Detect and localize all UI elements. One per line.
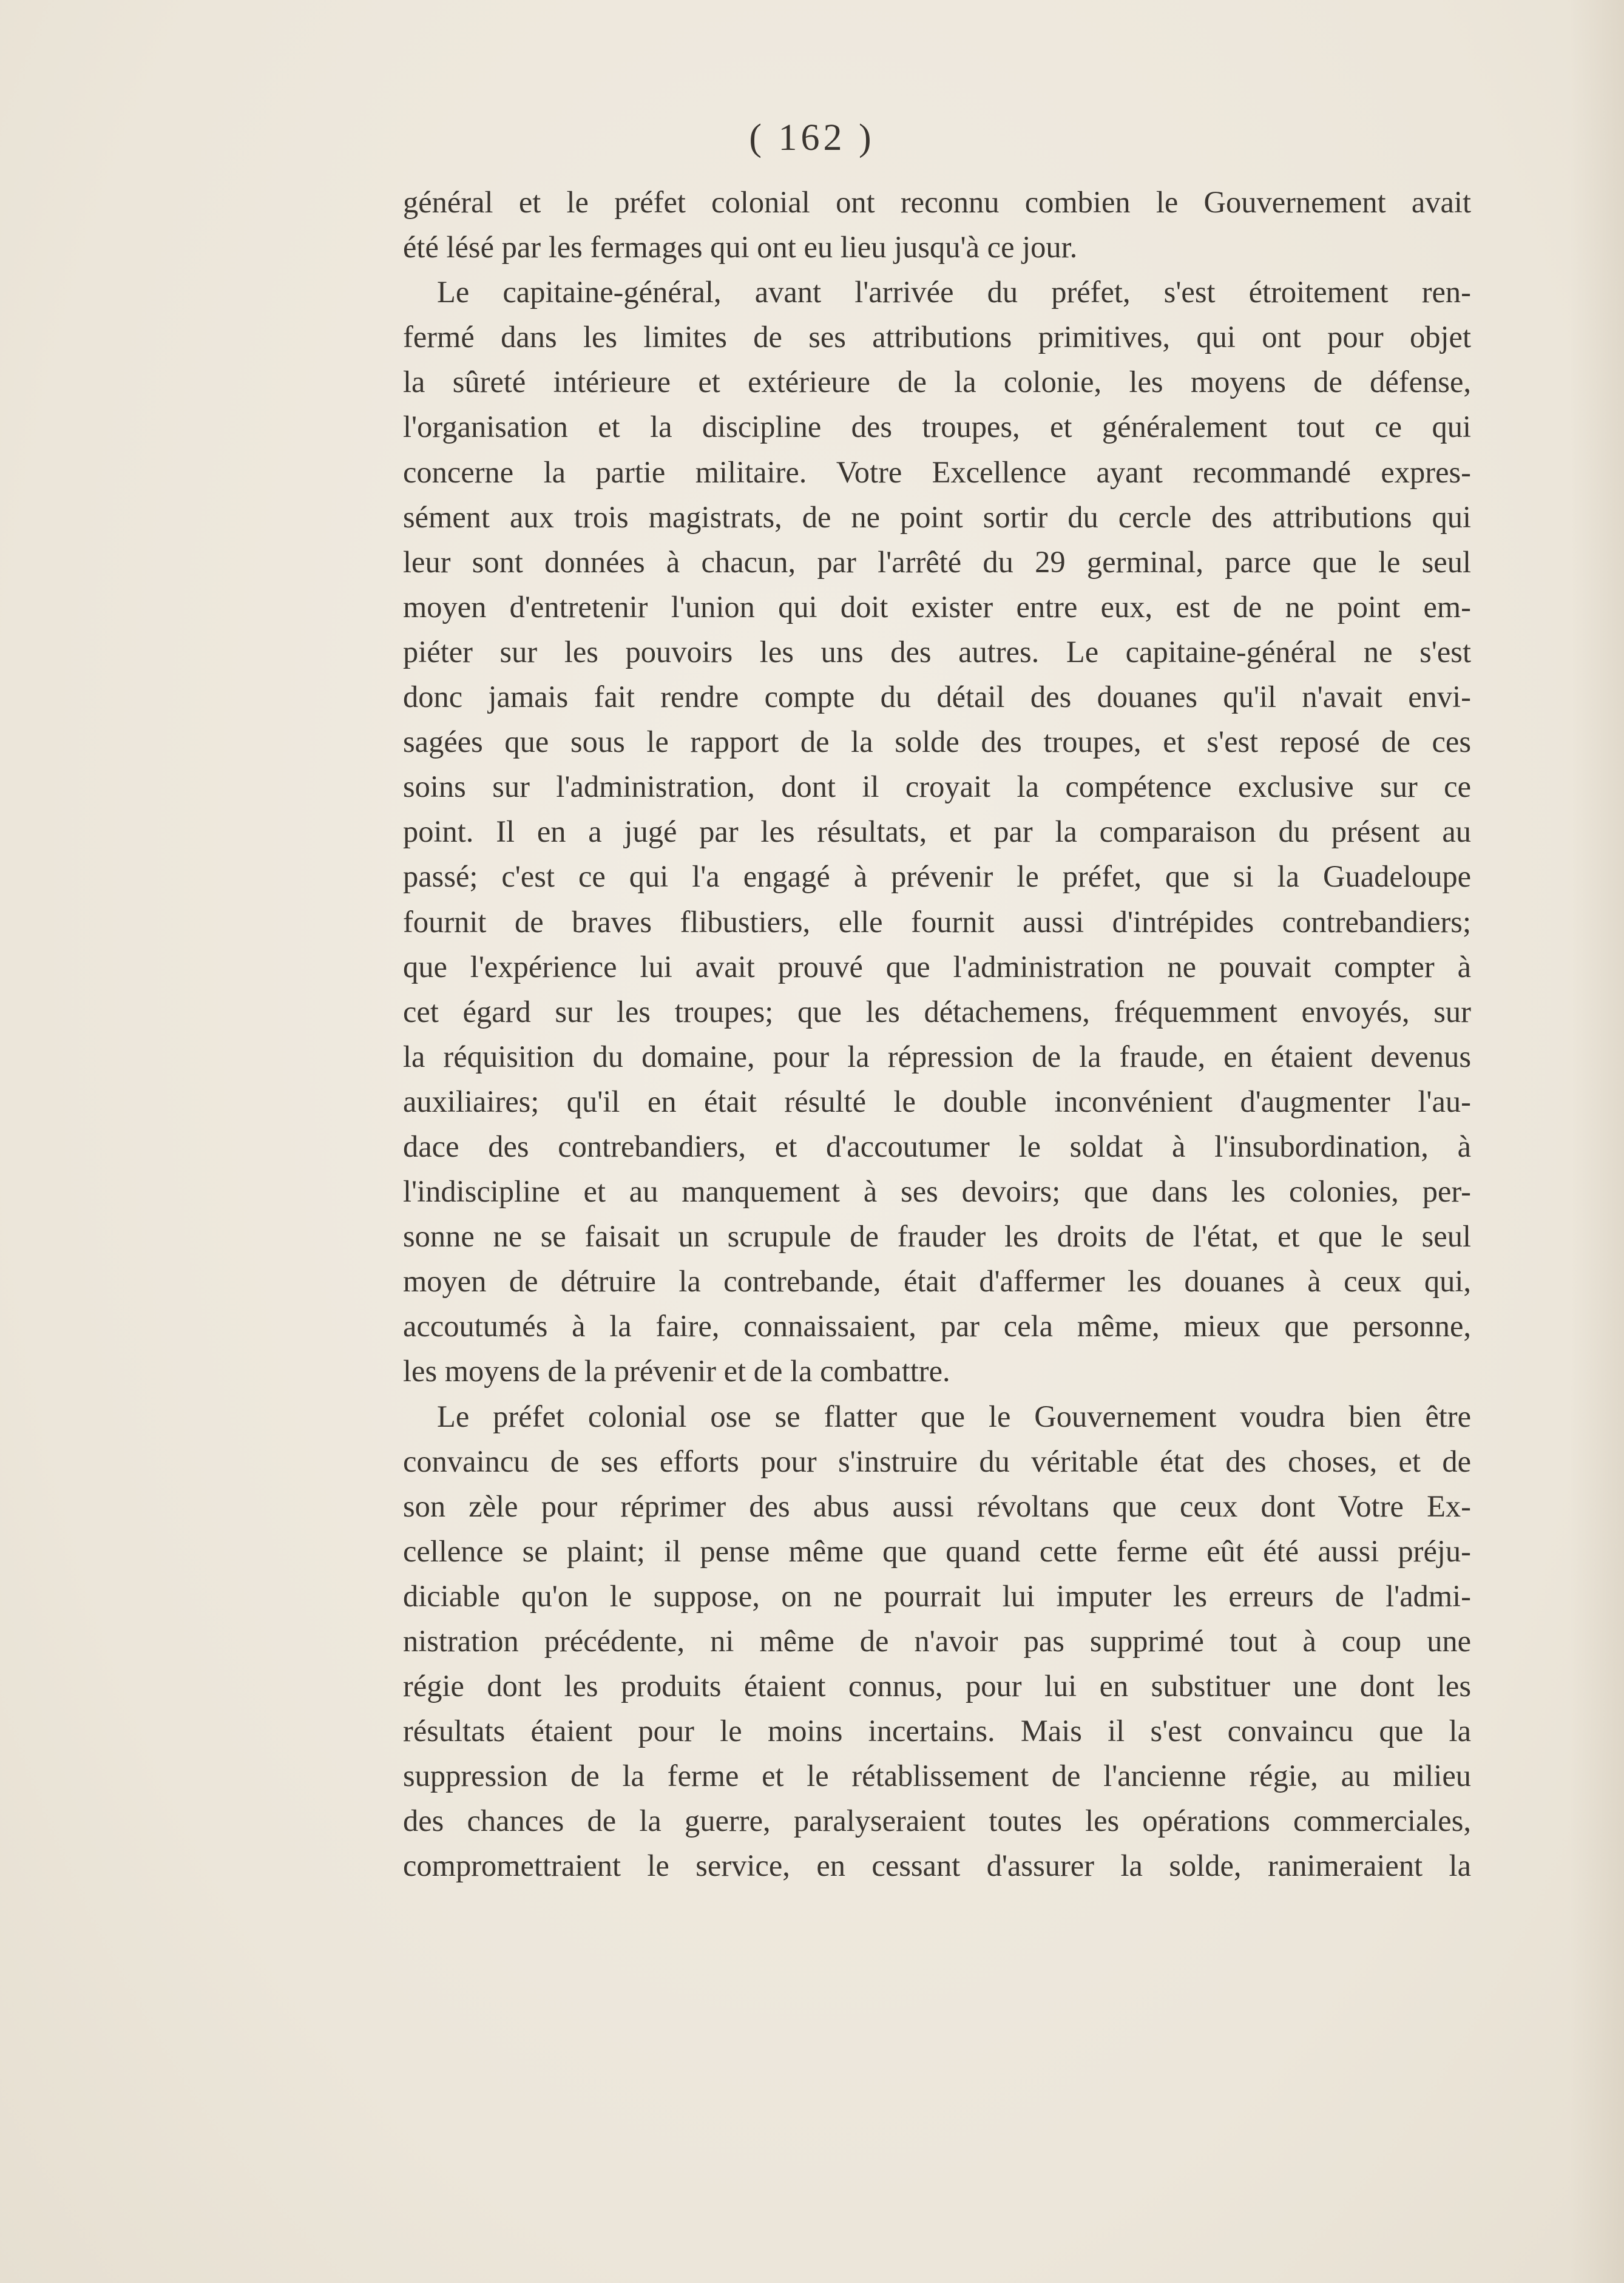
text-line: accoutumés à la faire, connaissaient, par cela même, mieux que personne, bbox=[403, 1309, 1471, 1344]
text-line: l'organisation et la discipline des troupes, et généralement tout ce qui bbox=[403, 410, 1471, 444]
body-text bbox=[403, 180, 1471, 1889]
text-line: piéter sur les pouvoirs les uns des autres. Le capitaine-général ne s'est bbox=[403, 634, 1471, 669]
text-line: soins sur l'administration, dont il croyait la compétence exclusive sur ce bbox=[403, 769, 1471, 804]
text-line: passé; c'est ce qui l'a engagé à prévenir le préfet, que si la Guadeloupe bbox=[403, 859, 1471, 894]
text-line: Le capitaine-général, avant l'arrivée du préfet, s'est étroitement ren- bbox=[437, 275, 1471, 309]
text-line: suppression de la ferme et le rétablissement de l'ancienne régie, au milieu bbox=[403, 1759, 1471, 1793]
text-line: fermé dans les limites de ses attributions primitives, qui ont pour objet bbox=[403, 320, 1471, 354]
text-line: donc jamais fait rendre compte du détail des douanes qu'il n'avait envi- bbox=[403, 680, 1471, 714]
text-line: la sûreté intérieure et extérieure de la colonie, les moyens de défense, bbox=[403, 365, 1471, 399]
text-line: régie dont les produits étaient connus, pour lui en substituer une dont les bbox=[403, 1669, 1471, 1703]
text-line: que l'expérience lui avait prouvé que l'administration ne pouvait compter à bbox=[403, 949, 1471, 984]
text-line: concerne la partie militaire. Votre Excellence ayant recommandé expres- bbox=[403, 455, 1471, 489]
text-line: la réquisition du domaine, pour la répression de la fraude, en étaient devenus bbox=[403, 1039, 1471, 1074]
text-line: des chances de la guerre, paralyseraient toutes les opérations commerciales, bbox=[403, 1804, 1471, 1838]
text-line: compromettraient le service, en cessant d'assurer la solde, ranimeraient la bbox=[403, 1848, 1471, 1883]
text-line: leur sont données à chacun, par l'arrêté du 29 germinal, parce que le seul bbox=[403, 544, 1471, 579]
text-line: diciable qu'on le suppose, on ne pourrait lui imputer les erreurs de l'admi- bbox=[403, 1578, 1471, 1613]
page-edge-shadow bbox=[1569, 0, 1624, 2283]
text-line: auxiliaires; qu'il en était résulté le double inconvénient d'augmenter l'au- bbox=[403, 1084, 1471, 1118]
text-line: résultats étaient pour le moins incertains. Mais il s'est convaincu que la bbox=[403, 1714, 1471, 1748]
page-number: ( 162 ) bbox=[749, 117, 875, 158]
text-line: fournit de braves flibustiers, elle fournit aussi d'intrépides contrebandiers; bbox=[403, 904, 1471, 939]
text-line: point. Il en a jugé par les résultats, et par la comparaison du présent au bbox=[403, 814, 1471, 849]
text-line: sonne ne se faisait un scrupule de frauder les droits de l'état, et que le seul bbox=[403, 1219, 1471, 1254]
text-line: cellence se plaint; il pense même que quand cette ferme eût été aussi préju- bbox=[403, 1534, 1471, 1568]
text-line: les moyens de la prévenir et de la combattre. bbox=[403, 1354, 950, 1388]
text-line: dace des contrebandiers, et d'accoutumer le soldat à l'insubordination, à bbox=[403, 1129, 1471, 1163]
text-line: cet égard sur les troupes; que les détachemens, fréquemment envoyés, sur bbox=[403, 994, 1471, 1029]
text-line: l'indiscipline et au manquement à ses devoirs; que dans les colonies, per- bbox=[403, 1174, 1471, 1209]
text-line: moyen d'entretenir l'union qui doit exister entre eux, est de ne point em- bbox=[403, 589, 1471, 624]
text-line: Le préfet colonial ose se flatter que le Gouvernement voudra bien être bbox=[437, 1399, 1471, 1433]
text-line: été lésé par les fermages qui ont eu lieu jusqu'à ce jour. bbox=[403, 230, 1078, 265]
text-line: général et le préfet colonial ont reconnu combien le Gouvernement avait bbox=[403, 185, 1471, 219]
text-line: convaincu de ses efforts pour s'instruire du véritable état des choses, et de bbox=[403, 1444, 1471, 1478]
text-line: son zèle pour réprimer des abus aussi révoltans que ceux dont Votre Ex- bbox=[403, 1489, 1471, 1523]
text-line: moyen de détruire la contrebande, était d'affermer les douanes à ceux qui, bbox=[403, 1264, 1471, 1299]
text-line: sagées que sous le rapport de la solde des troupes, et s'est reposé de ces bbox=[403, 725, 1471, 759]
text-line: nistration précédente, ni même de n'avoir pas supprimé tout à coup une bbox=[403, 1624, 1471, 1658]
text-line: sément aux trois magistrats, de ne point sortir du cercle des attributions qui bbox=[403, 499, 1471, 534]
